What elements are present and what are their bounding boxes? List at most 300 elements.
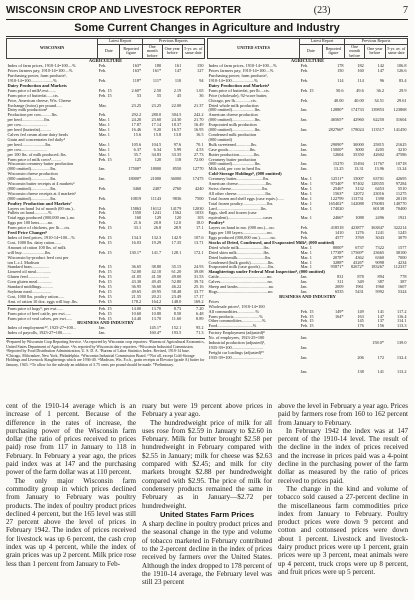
paragraph: above the level in February a year ago. Prices paid by farmers rose from 160 to 162 percent from January to February. [278, 402, 408, 427]
row-value: 16.46 [131, 128, 142, 133]
row-value: 158.0* [372, 341, 384, 346]
row-value: 132.4 [396, 355, 407, 360]
row-value: 125 [134, 157, 142, 162]
row-value: 7000 [397, 255, 407, 260]
row-date: Feb. 15 [98, 157, 112, 162]
row-value: 15270 [332, 162, 344, 167]
row-value: 126.6 [396, 69, 407, 74]
latest-report-header: Latest Report [98, 39, 142, 45]
row-value: 4.53 [195, 147, 204, 152]
row-label: Farm price of hogs⁹, per ewt...... [7, 306, 63, 311]
article-text [6, 402, 136, 568]
row-label: Cost, 1000 lbs. poultry ration...... [7, 294, 65, 299]
row-value: 150 [337, 69, 344, 74]
row-label: 1935-39=100............................. [208, 345, 263, 350]
row-value: 103 [197, 216, 204, 221]
row-date: Feb. [98, 221, 107, 226]
row-value: 49.6 [356, 88, 364, 93]
row-label: Purchasing power, farm products¹, [7, 74, 67, 79]
row-value: 5324 [397, 289, 407, 294]
row-value: 97402 [353, 182, 364, 187]
footnotes: ¹Prepared by Wisconsin Crop Reporting Service. ²As reported by Wisconsin crop reporters. ³Bureau of Agricultural Economics, United States Department of Agriculture. ⁴As reported by Wisconsin dairy reporters. ⁵Wisconsin Industrial Commission. ⁶Reported by Food Distribution Administration, U. S. D. A. ⁷Bureau of Labor Statistics Index. Revised, 1910-14 base. ⁸Chicago, Milwaukee, New York, Philadelphia. ⁹Wisconsin Industrial Commission Board. ¹⁰Not all, except Cold-Storage Holdings and Livestock Slaughterings which are 1936-40. ¹¹Madison, Wis. F.o.b., grain receipts at Elevator (grade A) butter for January, 1943. ¹²To allow for the subsidy an addition of 3.75 cents per pound should be made. *Preliminary. [6, 340, 205, 367]
row-value: 23665 [373, 250, 384, 255]
row-date: Feb. [98, 79, 107, 83]
row-label: Other commodities...................% [208, 319, 266, 324]
row-value: 30000 [353, 142, 364, 147]
row-value: 242.2 [193, 113, 204, 118]
row-label: All other cheese...........................lbs. [208, 191, 272, 196]
row-label: (000 omitted).....................lbs. [208, 118, 261, 123]
row-value: 8.73 [173, 306, 182, 311]
row-value: 71.3 [195, 331, 204, 336]
row-value: 163 [357, 314, 364, 319]
row-value: 118* [132, 79, 142, 83]
row-value: 72.00 [193, 157, 204, 162]
row-label: (000 omitted) [208, 137, 233, 142]
row-value: 35.15 [171, 265, 182, 270]
date-header: Date [300, 44, 322, 59]
row-value: 24.30 [171, 118, 182, 123]
row-value: 17.87 [131, 123, 142, 128]
row-value: 4577 [334, 236, 344, 240]
row-date: Feb. [98, 196, 107, 201]
row-value: 41.05 [131, 275, 142, 280]
row-value: 29090* [330, 142, 344, 147]
row-label: Purchasing power, farm products¹, [208, 74, 268, 79]
row-label: will buy......................lbs. [7, 250, 52, 255]
row-label: Farm price of milk²,ewt....... [7, 88, 56, 93]
row-value: 141 [377, 370, 384, 375]
row-date: Feb. [300, 79, 309, 83]
row-value: 1410 [334, 231, 344, 236]
row-value: 831 [337, 275, 344, 280]
row-label: per cow........................ [7, 147, 47, 152]
row-label [208, 370, 300, 375]
header-title: WISCONSIN CROP AND LIVESTOCK REPORTER [6, 5, 242, 16]
row-label: Calves fed cream alone dairy herds [7, 132, 68, 137]
paragraph: The only major Wisconsin farm commodity group in which prices declined from January to February was poultry products. The index of poultry product prices declined 4 percent, but the 165 level was still 27 percent above the level of prices in February 1942. The index of prices received for livestock was up 6 percent, the cash crop index was up 4 percent, while the index of grain prices was up 2 percent. Milk price rose less than 1 percent from January to Feb- [6, 476, 136, 568]
row-value: 38.80 [151, 265, 162, 270]
section-heading: Dairy Production and Markets [7, 83, 67, 88]
row-date: Jan. [300, 152, 308, 157]
row-value: 322214 [393, 226, 407, 231]
row-value: 1562 [172, 211, 182, 216]
row-value: 15007 [353, 177, 364, 182]
row-value: 16.95 [193, 128, 204, 133]
row-label: Prices [208, 299, 220, 304]
row-date: Jan. [300, 289, 308, 294]
row-value: 47586 [395, 152, 407, 157]
row-value: 5510 [397, 186, 407, 191]
row-value: 193.5 [171, 331, 182, 336]
row-value: 21.6 [133, 221, 142, 226]
row-value [322, 370, 344, 375]
row-value: 1577 [397, 245, 407, 250]
row-value: 36.95 [131, 285, 142, 290]
row-value: 6360 [375, 255, 384, 260]
row-value: 387 [377, 280, 384, 285]
row-value: 156 [377, 324, 384, 329]
row-value: 423877 [350, 226, 364, 231]
row-label: Price, American cheese, Wis. Cheese [7, 98, 72, 103]
row-value: 4362 [355, 255, 364, 260]
row-date: Mar. 1 [300, 182, 312, 187]
paragraph: A sharp decline in poultry product prices and the seasonal change in the type and volume of tobacco marketed in February contributed to the 2-percent decline in the index of prices received by farmers over the United States. Although the index dropped to 178 percent of the 1910-14 average, the February level was still 23 percent [142, 520, 272, 587]
row-value: 145 [357, 319, 364, 324]
row-date: Jan. [98, 177, 106, 182]
row-label: Pullets on hand.............% [7, 211, 52, 216]
row-date: Jan. [300, 108, 308, 113]
row-value: 1241 [375, 231, 384, 236]
row-value: 139.0 [396, 341, 407, 346]
row-label: Condensed milk production [208, 132, 257, 137]
row-label: per herd.....................lbs. [7, 118, 51, 123]
row-value: 107.6 [193, 236, 204, 240]
row-date: Jan. [98, 167, 106, 172]
row-value: 34.51 [374, 98, 384, 103]
row-value: 21.55 [131, 294, 142, 299]
row-value: 27.73 [193, 152, 204, 157]
row-value: 183267 [371, 265, 384, 270]
row-label: Eggs produced (000,000 om.)..........no. [208, 236, 276, 240]
row-date: Jan. [300, 167, 308, 172]
row-date: Jan. [300, 147, 308, 152]
article-text [142, 402, 272, 510]
row-value: 16.49 [193, 123, 204, 128]
row-value: 16.57 [171, 128, 182, 133]
row-value: 16112 [150, 206, 162, 211]
row-value: 41.50 [151, 275, 162, 280]
row-value: 70.1 [195, 142, 204, 147]
row-value: 20118 [395, 196, 407, 201]
row-value: 894 [377, 275, 384, 280]
row-date: Mar. [98, 103, 107, 108]
row-value: 20.8 [153, 221, 162, 226]
table-row [208, 216, 408, 221]
row-date: Feb. 15 [98, 316, 112, 321]
wisconsin-table [6, 38, 205, 398]
row-value: 40.00 [354, 98, 364, 103]
row-value: 164.2 [151, 299, 162, 304]
row-date: Mar. 1 [300, 245, 312, 250]
row-date: Feb. 15 [98, 294, 112, 299]
row-value: 10.60 [131, 311, 142, 316]
row-label: Farm price of milk cows⁵......... [7, 157, 61, 162]
row-value: 20.21 [151, 294, 162, 299]
row-value: 12.0 [173, 221, 182, 226]
row-date: Jan. [300, 118, 308, 123]
row-value: 2760 [172, 186, 182, 191]
row-value: 304.5 [171, 113, 182, 118]
row-date: Feb. 15 [98, 299, 112, 304]
row-label: Evaporated milk (case goods)........lbs. [208, 265, 275, 270]
paragraph: cent of the 1910-14 average which is an increase of 1 percent. Because of the difference in the rates of increase, the purchasing power of the Wisconsin farm dollar (the ratio of prices received to prices paid) rose from 117 in January to 118 in February. In February a year ago, the prices paid index was at 147 and the purchasing power of the farm dollar was at 110 percent. [6, 402, 136, 477]
row-label: ton L.c.l. Madison [7, 260, 40, 265]
row-value: 161 [174, 64, 182, 69]
row-value: 24.20 [131, 118, 142, 123]
row-value: 7500 [194, 196, 204, 201]
row-value: 130.1* [129, 250, 142, 255]
section-heading: BUSINESS AND INDUSTRY [77, 321, 134, 326]
row-value: 52.00 [131, 270, 142, 275]
row-label: Linseed oil meal.............. [7, 270, 52, 275]
row-value: 178024 [350, 128, 364, 133]
row-value: 172 [377, 355, 384, 360]
row-label: (000 omitted).....................lbs. [208, 128, 261, 133]
row-value: 12030 [192, 206, 204, 211]
row-date: Feb. [98, 186, 107, 191]
row-value: 6.37 [133, 147, 142, 152]
row-date: Feb. [98, 206, 107, 211]
section-heading: AGRICULTURE [290, 58, 325, 64]
row-value: 149* [334, 309, 344, 314]
previous-reports-header: Previous Reports [142, 39, 204, 45]
row-date: Jan. [300, 162, 308, 167]
row-value: 3769 [355, 236, 364, 240]
row-date: Feb. [300, 236, 309, 240]
row-label: Prices farmers pay, 1910-14=100....% [208, 69, 274, 74]
row-value: 142.9 [171, 236, 182, 240]
row-value: 1390 [375, 196, 384, 201]
row-value: 17738* [330, 250, 344, 255]
row-value: 23016 [373, 191, 384, 196]
row-date: Jan. [300, 345, 308, 350]
row-label: Farm price of chickens, per lb.....cts. [7, 226, 71, 231]
latest-report-header: Latest Report [300, 39, 345, 45]
row-value: 206 [357, 355, 364, 360]
row-value: 14.00 [131, 306, 142, 311]
row-value: 140770 [393, 201, 407, 206]
row-value: 8000* [332, 245, 344, 250]
row-value: 16.03 [131, 240, 142, 245]
row-label: All commodities.................% [208, 309, 260, 314]
row-value: 9.20 [153, 128, 162, 133]
row-label: Milk sold, per cow in herd lbs. [208, 167, 262, 172]
section-heading: AGRICULTURE [88, 58, 123, 64]
row-value: 6.34 [153, 147, 162, 152]
row-date: Feb. 15 [300, 309, 314, 314]
row-value: 19.29 [151, 240, 162, 245]
row-date: Feb. [98, 69, 107, 74]
row-value: 49.95 [151, 289, 162, 294]
article-text [142, 520, 272, 586]
row-value: 36.2 [376, 88, 384, 93]
row-value: 36.65 [131, 265, 142, 270]
row-date: Feb. [98, 113, 107, 118]
row-label: Wisconsin cheese receipts at 4 markets⁶ [7, 191, 76, 196]
row-value: 42.10 [151, 270, 162, 275]
article-heading: United States Farm Prices [159, 509, 255, 519]
row-value: 17569* [350, 250, 364, 255]
tables-area [6, 38, 408, 398]
row-value: 24.93 [193, 265, 204, 270]
row-label: Index of farm prices, 1910-14=100....% [7, 64, 76, 69]
row-date: Mar. 1 [98, 118, 110, 123]
row-value: 178.2 [131, 299, 142, 304]
row-value: 1607 [397, 285, 407, 290]
row-value: 13.71 [193, 240, 204, 245]
row-value: 182 [357, 64, 364, 69]
row-value: 2496 [375, 216, 384, 221]
row-value [120, 331, 142, 336]
row-date: Jan. [300, 275, 308, 280]
row-label: Wisconsin creamery butter production [7, 162, 74, 167]
row-value: 23.25 [131, 103, 142, 108]
article-columns [6, 402, 408, 587]
row-value: 11275 [395, 191, 407, 196]
row-date: Jan. [300, 128, 308, 133]
row-value: 163* [132, 69, 142, 74]
row-value: 28.9 [173, 226, 182, 231]
table-title: UNITED STATES [208, 39, 300, 59]
row-value: 3079 [397, 236, 407, 240]
row-value: 97.6 [173, 142, 182, 147]
row-value: 21000 [150, 177, 162, 182]
one-year-header: One year before [162, 44, 182, 59]
row-value: 63701 [373, 177, 384, 182]
row-value: 5.99 [173, 147, 182, 152]
row-value: 142088 [350, 201, 364, 206]
row-value: 96 [379, 79, 384, 83]
row-value: 110 [174, 79, 182, 83]
row-value: 1960 [375, 285, 384, 290]
row-value: 25815 [373, 142, 384, 147]
row-value: 8.50 [173, 311, 182, 316]
row-value: 141 [377, 309, 384, 314]
row-value: 1033 [194, 211, 204, 216]
row-label: Farm price of beef cattle, per ewt...... [7, 311, 72, 316]
row-value: 21625 [395, 142, 407, 147]
row-value: 49.65 [131, 289, 142, 294]
row-value: 23.60 [151, 118, 162, 123]
row-date: Feb. 15 [300, 314, 314, 319]
row-value: 2407 [152, 186, 162, 191]
row-value: 13.31 [354, 167, 364, 172]
row-value: 1550 [132, 211, 142, 216]
row-date: Feb. [300, 98, 309, 103]
row-value: 95.2 [195, 326, 204, 331]
row-value: 18000 [150, 167, 162, 172]
row-value: 282766* [328, 128, 344, 133]
row-label: per herd (butterfat).......... [7, 128, 51, 133]
row-value: 127 [197, 69, 204, 74]
row-value: 39.08 [193, 270, 204, 275]
row-date: Jan. [300, 142, 308, 147]
row-value: 17.1 [195, 226, 204, 231]
row-value: 17500* [128, 167, 142, 172]
row-value: 1088 [355, 216, 364, 221]
row-value: 3000 [355, 147, 364, 152]
row-value: 22.00 [171, 103, 182, 108]
row-value: 8.89 [195, 316, 204, 321]
header-page-number: 7 [402, 5, 408, 16]
row-value: 70400 [395, 206, 407, 211]
row-label: Index of payrolls, 1925-27=100........ [7, 331, 71, 336]
row-date: Feb. 15 [300, 319, 314, 324]
row-label: Soybean meal.................. [7, 289, 52, 294]
row-date: Mar. 1 [300, 216, 312, 221]
row-date: Mar. 1 [300, 186, 312, 191]
row-label: Dried skim milk.........................lbs. [208, 250, 270, 255]
row-date: Jan. [300, 370, 308, 375]
row-value: 7322 [375, 245, 384, 250]
row-label: Index of farm prices, 1910-14=100....% [208, 64, 277, 69]
row-label: Amount of ration 100 lbs. of milk [7, 245, 66, 250]
row-value: 129 [154, 216, 162, 221]
row-date: Feb. 15 [98, 311, 112, 316]
row-label: Layers on hand 1st of month (00 om.).. [7, 206, 75, 211]
row-value: 5992 [375, 289, 384, 294]
row-label: per 100 lbs. of milk produced..lbs. [7, 152, 67, 157]
row-value: 180 [154, 64, 162, 69]
row-value: 128355 [371, 182, 384, 187]
row-value: 31.53 [193, 275, 204, 280]
row-label: Farm price of veal calves, per ewt...... [7, 316, 73, 321]
article-column-3 [278, 402, 408, 587]
row-value: 16.5 [195, 132, 204, 137]
row-date: Feb. 15 [98, 289, 112, 294]
row-value: 120 [174, 216, 182, 221]
row-value: 878 [357, 275, 364, 280]
row-value: 17.17 [193, 294, 204, 299]
row-label: Dried whole milk production [208, 103, 259, 108]
row-value: 35.7 [133, 152, 142, 157]
article-text [278, 402, 408, 576]
row-date: Feb. 15 [98, 250, 112, 255]
row-value: 11767 [373, 162, 384, 167]
row-value: 1961 [355, 285, 364, 290]
row-value: 52.80 [171, 280, 182, 285]
row-date: Feb. 15 [98, 226, 112, 231]
row-value: 113517 [371, 128, 384, 133]
row-label: Evaporated milk production [208, 123, 257, 128]
row-value: 45 [176, 93, 182, 98]
header-issue: (23) [313, 5, 331, 16]
row-value: 14179 [170, 206, 182, 211]
row-value: 3132 [355, 186, 364, 191]
row-date: Mar. 1 [98, 142, 110, 147]
row-value: 2078* [332, 255, 344, 260]
row-value: 33.35 [171, 152, 182, 157]
row-label: (000 omitted).....................lbs. [208, 162, 261, 167]
row-value: 117.2 [396, 309, 407, 314]
row-date: Jan. [98, 331, 106, 336]
row-value: 118 [174, 157, 182, 162]
row-date: Jan. [300, 355, 308, 360]
row-label: Gluten feed.................... [7, 275, 50, 280]
row-label: Prices farmers pay, 1910-14=100....% [7, 69, 73, 74]
row-date: Mar. 1 [300, 250, 312, 255]
row-label: Lard.........................................lbs. [208, 206, 267, 211]
row-value: 161* [152, 69, 162, 74]
row-value: 141450 [393, 128, 407, 133]
row-value: 178 [337, 64, 344, 69]
row-value: 12072 [353, 191, 364, 196]
row-value: 3288* [332, 260, 344, 265]
row-value: 150 [197, 64, 204, 69]
row-value: 145.1* [149, 326, 162, 331]
row-label: Factory Employment (adjusted)⁸ [208, 331, 265, 336]
section-heading: Feed Price Changes⁸ [7, 231, 47, 236]
row-value: 12511* [330, 177, 344, 182]
row-value: 13.25 [333, 167, 344, 172]
row-value: 49.45 [151, 280, 162, 285]
row-date: Feb. 15 [300, 88, 314, 93]
section-heading: Slaughterings under Federal Meat Inspection⁸, (000 omitted) [208, 270, 325, 275]
row-value: 164* [334, 314, 344, 319]
row-label: Total eggs produced (000,000 om.)..no. [7, 216, 76, 221]
row-value: 778 [400, 275, 407, 280]
